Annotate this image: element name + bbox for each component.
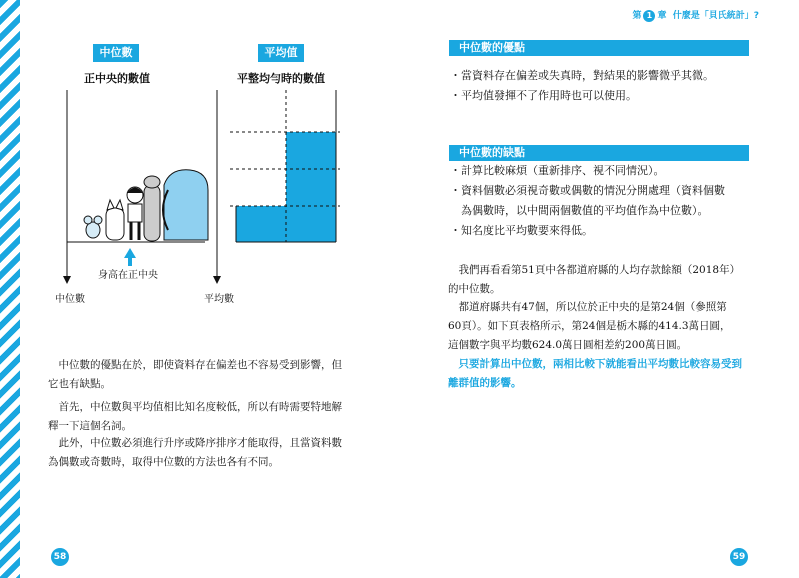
mean-bar-low xyxy=(236,206,286,242)
meerkat-figure xyxy=(144,176,160,241)
right-paragraph-line: 我們再看看第51頁中各都道府縣的人均存款餘額（2018年） xyxy=(448,264,741,276)
left-paragraph-line: 此外，中位數必須進行升序或降序排序才能取得，且當資料數 xyxy=(48,437,342,449)
highlight-line: 只要計算出中位數，兩相比較下就能看出平均數比較容易受到 xyxy=(448,358,742,370)
chapter-title: 什麼是「貝氏統計」? xyxy=(672,11,759,21)
demerit-item: 為偶數時，以中間兩個數值的平均值作為中位數）。 xyxy=(450,204,709,217)
chapter-suffix: 章 xyxy=(657,11,667,21)
right-paragraph-line: 60頁）。如下頁表格所示，第24個是栃木縣的414.3萬日圓， xyxy=(448,320,731,332)
demerit-item: ・計算比較麻煩（重新排序、視不同情況）。 xyxy=(450,164,665,177)
cat-figure xyxy=(106,200,124,240)
page-number-left: 58 xyxy=(51,548,69,566)
chapter-number-badge: 1 xyxy=(643,10,655,22)
highlight-line: 離群值的影響。 xyxy=(448,377,522,389)
median-caption: 正中央的數值 xyxy=(84,72,150,85)
median-tag: 中位數 xyxy=(93,44,139,62)
chapter-prefix: 第 xyxy=(632,11,642,21)
demerits-header: 中位數的缺點 xyxy=(449,145,749,161)
elephant-figure xyxy=(163,170,208,240)
height-label: 身高在正中央 xyxy=(98,270,158,281)
left-paragraph-line: 首先，中位數與平均值相比知名度較低，所以有時需要特地解 xyxy=(48,401,342,413)
page-number-right: 59 xyxy=(730,548,748,566)
decorative-stripe xyxy=(0,0,20,578)
boy-figure xyxy=(127,187,143,240)
merit-item: ・當資料存在偏差或失真時，對結果的影響微乎其微。 xyxy=(450,69,714,82)
running-header xyxy=(632,8,759,22)
left-paragraph-line: 中位數的優點在於，即使資料存在偏差也不容易受到影響，但 xyxy=(48,359,342,371)
median-mean-illustration xyxy=(40,90,360,305)
right-paragraph-line: 都道府縣共有47個，所以位於正中央的是第24個（參照第 xyxy=(448,301,727,313)
mouse-figure xyxy=(84,216,102,238)
axis-mean-label: 平均數 xyxy=(204,294,234,305)
up-arrow-icon xyxy=(124,248,136,266)
left-paragraph-line: 它也有缺點。 xyxy=(48,378,111,390)
merits-header: 中位數的優點 xyxy=(449,40,749,56)
mean-bar-high xyxy=(286,132,336,242)
demerit-item: ・資料個數必須視奇數或偶數的情況分開處理（資料個數 xyxy=(450,184,725,197)
mean-caption: 平整均勻時的數值 xyxy=(237,72,325,85)
left-paragraph-line: 釋一下這個名詞。 xyxy=(48,420,132,432)
demerit-item: ・知名度比平均數要來得低。 xyxy=(450,224,593,237)
mean-tag: 平均值 xyxy=(258,44,304,62)
left-paragraph-line: 為偶數或奇數時，取得中位數的方法也各有不同。 xyxy=(48,456,279,468)
axis-median-label: 中位數 xyxy=(55,294,85,305)
merit-item: ・平均值發揮不了作用時也可以使用。 xyxy=(450,89,637,102)
right-paragraph-line: 的中位數。 xyxy=(448,283,501,295)
right-paragraph-line: 這個數字與平均數624.0萬日圓相差約200萬日圓。 xyxy=(448,339,688,351)
